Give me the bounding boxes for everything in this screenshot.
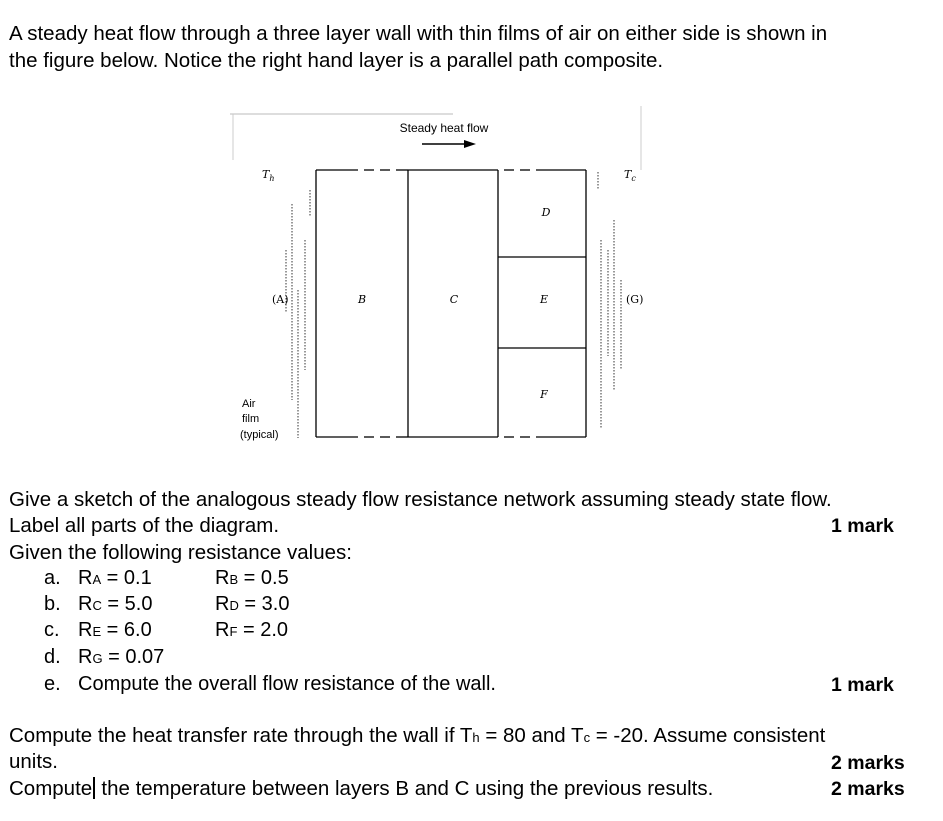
q4-mark: 2 marks xyxy=(831,778,905,800)
air-film-label-2: film xyxy=(242,413,260,425)
given-item-e-text: Compute the overall flow resistance of the wall. xyxy=(78,673,496,695)
flow-label: Steady heat flow xyxy=(399,121,489,135)
intro-line-2: the figure below. Notice the right hand layer is a parallel path composite. xyxy=(9,49,664,72)
given-item-a-marker: a. xyxy=(44,567,61,589)
given-item-c-right: RF = 2.0 xyxy=(215,619,289,641)
wall-figure xyxy=(228,100,648,460)
given-item-e-mark: 1 mark xyxy=(831,674,894,696)
left-air-film xyxy=(286,190,310,438)
air-film-label-3: (typical) xyxy=(240,429,279,441)
layer-a-label: (A) xyxy=(272,293,289,306)
q1-mark: 1 mark xyxy=(831,515,894,537)
th-label: $T_h$ xyxy=(262,168,275,183)
given-intro: Given the following resistance values: xyxy=(9,541,352,564)
flow-arrow xyxy=(422,140,476,148)
q3-mark: 2 marks xyxy=(831,752,905,774)
air-film-label-1: Air xyxy=(242,398,256,410)
given-item-d-left: RG = 0.07 xyxy=(78,646,165,668)
q1-line-1: Give a sketch of the analogous steady flow resistance network assuming steady state flow. xyxy=(9,488,832,511)
right-air-film xyxy=(598,172,621,428)
layer-f-label: F xyxy=(540,388,548,401)
layer-c-label: C xyxy=(449,293,459,306)
given-item-b-left: RC = 5.0 xyxy=(78,593,153,615)
given-item-c-left: RE = 6.0 xyxy=(78,619,152,641)
layer-d-label: D xyxy=(541,206,551,219)
given-item-b-marker: b. xyxy=(44,593,61,615)
layer-b-label: B xyxy=(357,293,367,306)
given-item-b-right: RD = 3.0 xyxy=(215,593,290,615)
given-item-a-right: RB = 0.5 xyxy=(215,567,289,589)
given-item-e-marker: e. xyxy=(44,673,61,695)
text-cursor xyxy=(93,777,95,799)
layer-e-label: E xyxy=(539,293,549,306)
q1-line-2: Label all parts of the diagram. xyxy=(9,514,280,537)
q3-line-1: Compute the heat transfer rate through the wall if Th = 80 and Tc = -20. Assume consistent xyxy=(9,724,826,747)
given-item-a-left: RA = 0.1 xyxy=(78,567,152,589)
given-item-d-marker: d. xyxy=(44,646,61,668)
q3-line-2: units. xyxy=(9,750,58,773)
layer-g-label: (G) xyxy=(626,293,644,306)
intro-line-1: A steady heat flow through a three layer wall with thin films of air on either side is shown in xyxy=(9,22,828,45)
tc-label: $T_c$ xyxy=(624,168,636,183)
q4-line: Compute the temperature between layers B and C using the previous results. xyxy=(9,777,714,800)
given-item-c-marker: c. xyxy=(44,619,60,641)
